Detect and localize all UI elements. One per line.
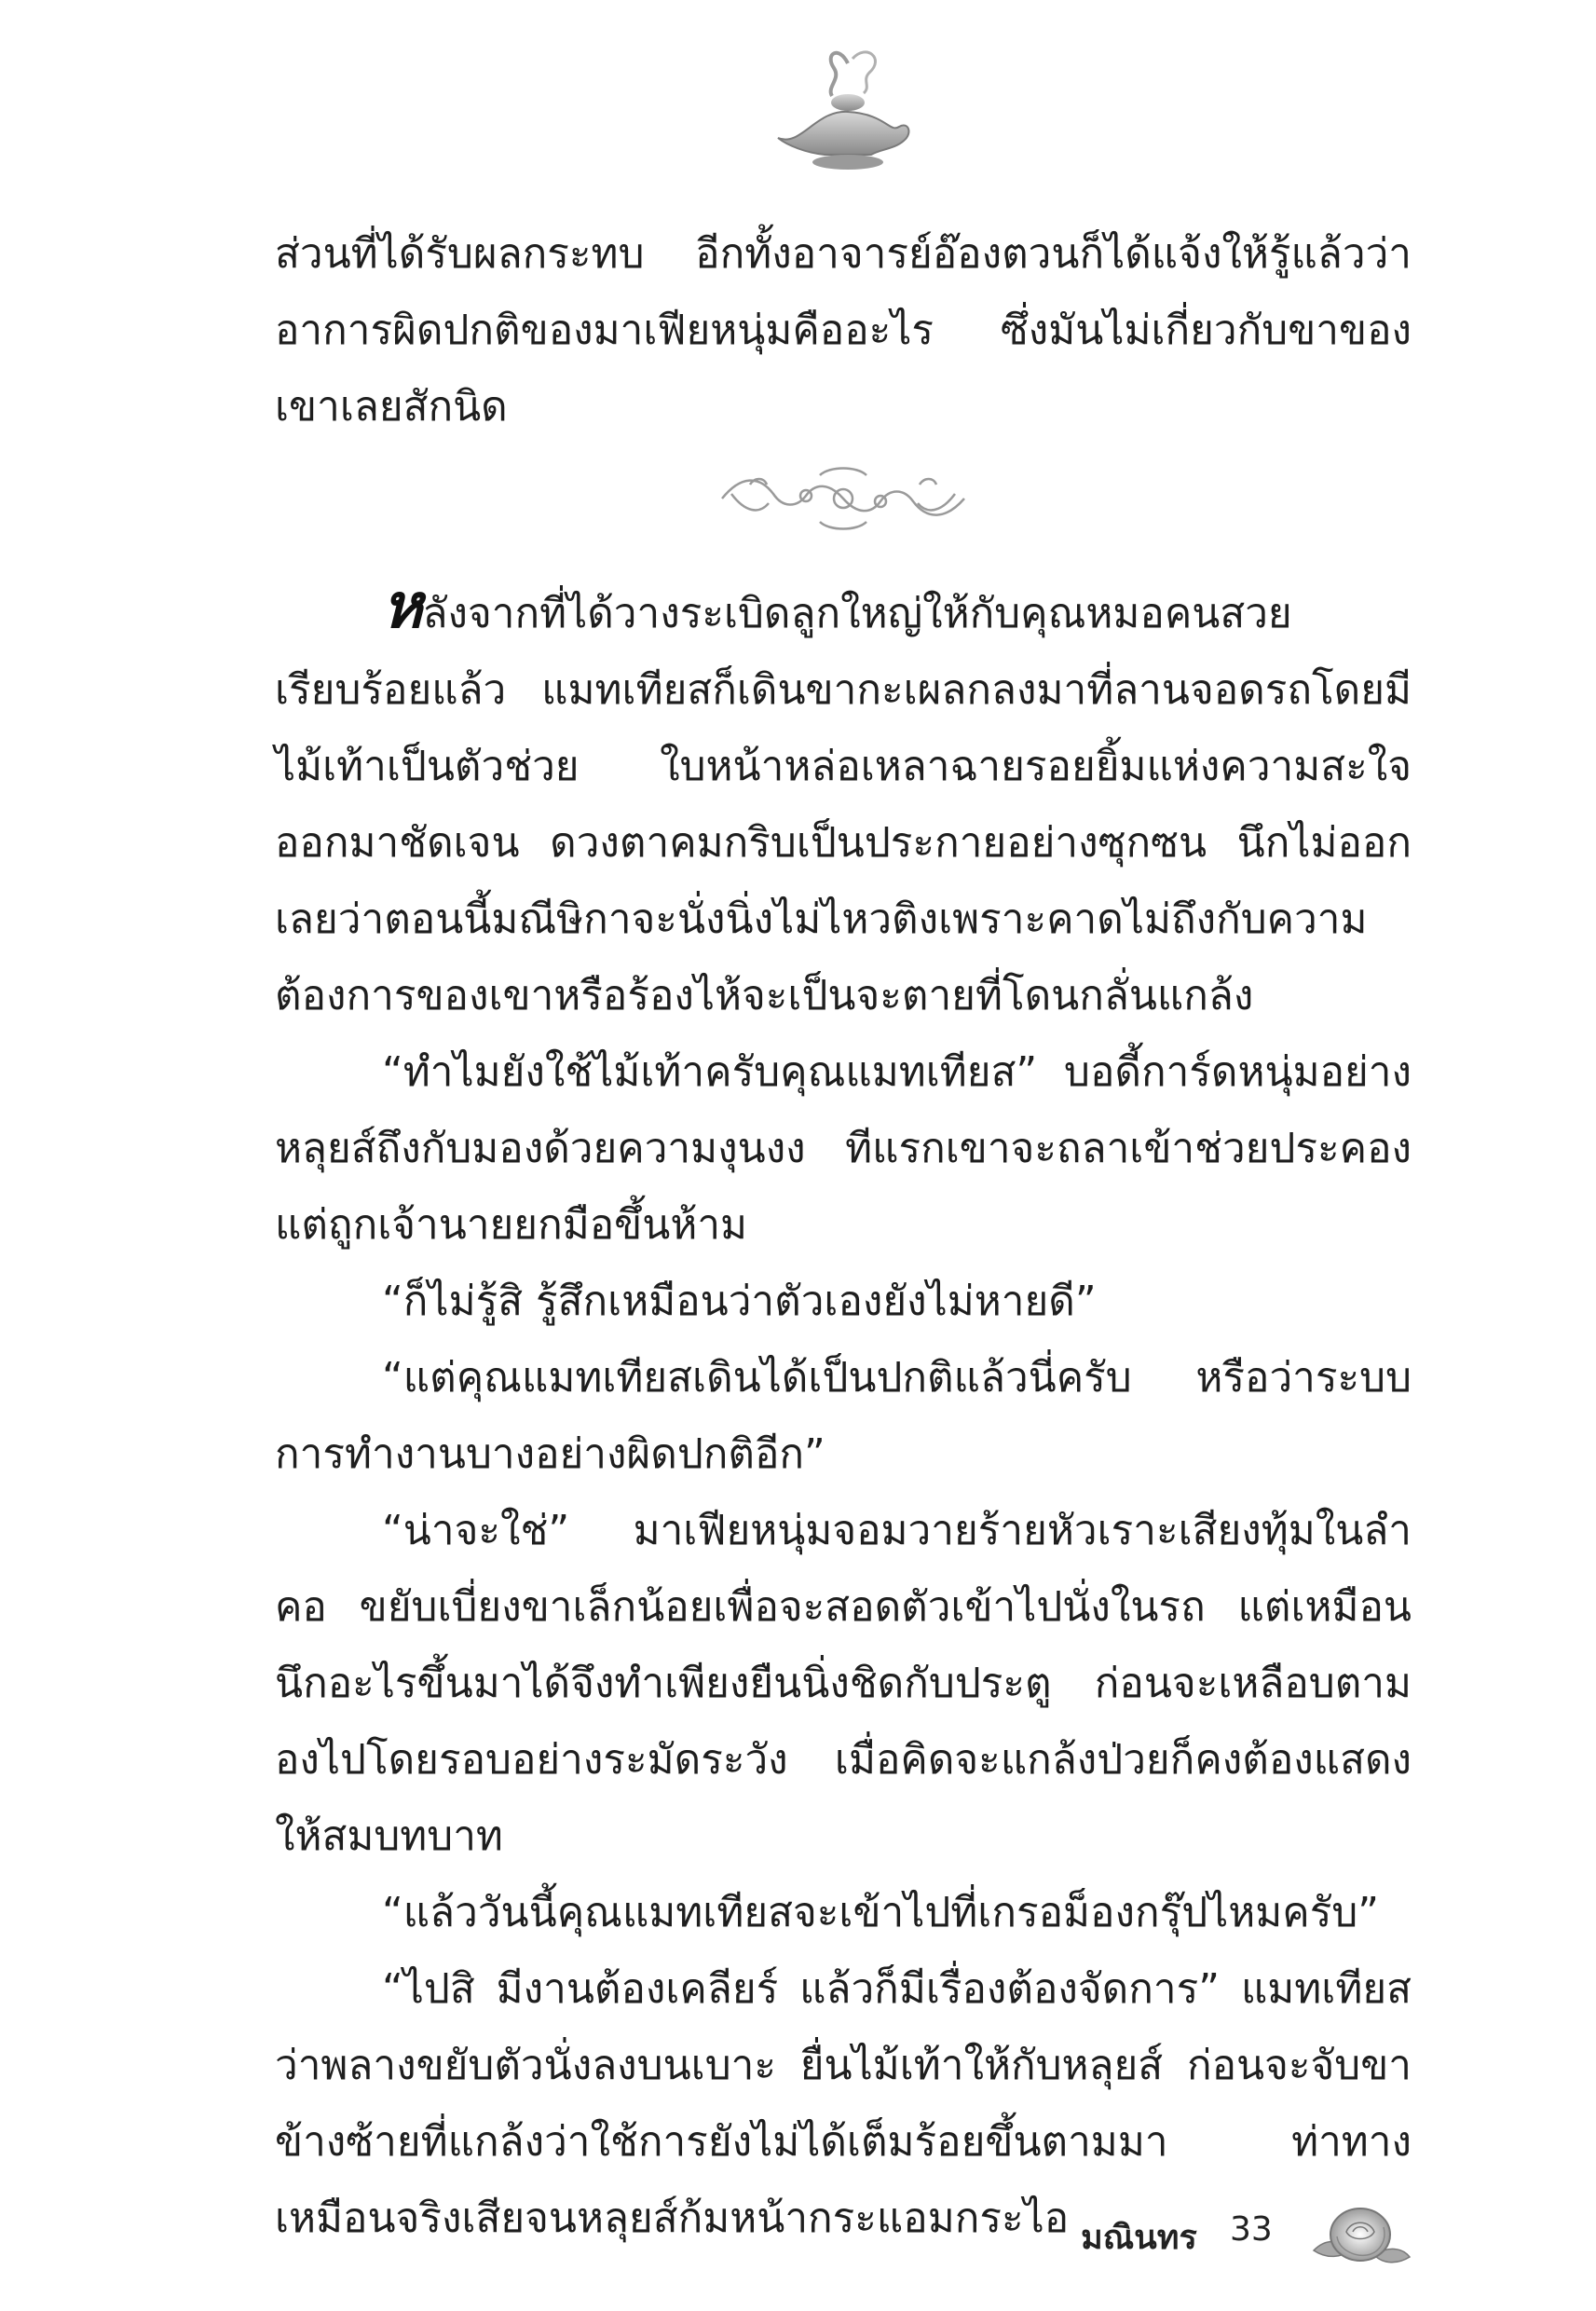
paragraph: “แล้ววันนี้คุณแมทเทียสจะเข้าไปที่เกรอม็องกรุ๊ปไหมครับ”: [382, 1889, 1380, 1936]
ornamental-divider-icon: [703, 457, 983, 540]
first-paragraph-text: ลังจากที่ได้วางระเบิดลูกใหญ่ให้กับคุณหมอคนสวยเรียบร้อยแล้ว แมทเทียสก็เดินขากะเผลกลงมาที่ลานจอดรถโดยมีไม้เท้าเป็นตัวช่วย ใบหน้าหล่อเหลาฉายรอยยิ้มแห่งความสะใจออกมาชัดเจน ดวงตาคมกริบเป็นประกายอย่างซุกซน นึกไม่ออกเลยว่าตอนนี้มณีษิกาจะนั่งนิ่งไม่ไหวติงเพราะคาดไม่ถึงกับความต้องการของเขาหรือร้องไห้จะเป็นจะตายที่โดนกลั่นแกล้ง: [275, 590, 1412, 1019]
author-name: มณินทร: [1081, 2219, 1197, 2257]
paragraph: “ทำไมยังใช้ไม้เท้าครับคุณแมทเทียส” บอดี้การ์ดหนุ่มอย่างหลุยส์ถึงกับมองด้วยความงุนงง ทีแรกเขาจะถลาเข้าช่วยประคองแต่ถูกเจ้านายยกมือขึ้นห้าม: [275, 1048, 1412, 1249]
paragraph: “แต่คุณแมทเทียสเดินได้เป็นปกติแล้วนี่ครับ หรือว่าระบบการทำงานบางอย่างผิดปกติอีก”: [275, 1354, 1412, 1478]
paragraph: “ไปสิ มีงานต้องเคลียร์ แล้วก็มีเรื่องต้องจัดการ” แมทเทียสว่าพลางขยับตัวนั่งลงบนเบาะ ยื่นไม้เท้าให้กับหลุยส์ ก่อนจะจับขาข้างซ้ายที่แกล้งว่าใช้การยังไม่ได้เต็มร้อยขึ้นตามมา ท่าทางเหมือนจริงเสียจนหลุยส์ก้มหน้ากระแอมกระไอ: [275, 1965, 1412, 2242]
page-footer: [1062, 2199, 1453, 2274]
page-number: 33: [1230, 2210, 1273, 2249]
top-paragraph-block: [275, 216, 1412, 445]
rose-icon: [1309, 2199, 1412, 2274]
paragraph: “น่าจะใช่” มาเฟียหนุ่มจอมวายร้ายหัวเราะเสียงทุ้มในลำคอ ขยับเบี่ยงขาเล็กน้อยเพื่อจะสอดตัวเข้าไปนั่งในรถ แต่เหมือนนึกอะไรขึ้นมาได้จึงทำเพียงยืนนิ่งชิดกับประตู ก่อนจะเหลือบตามองไปโดยรอบอย่างระมัดระวัง เมื่อคิดจะแกล้งป่วยก็คงต้องแสดงให้สมบทบาท: [275, 1507, 1412, 1860]
drop-cap: ห: [382, 569, 423, 642]
genie-lamp-icon: [759, 45, 918, 175]
top-paragraph: ส่วนที่ได้รับผลกระทบ อีกทั้งอาจารย์อ๊องตวนก็ได้แจ้งให้รู้แล้วว่าอาการผิดปกติของมาเฟียหนุ่มคืออะไร ซึ่งมันไม่เกี่ยวกับขาของเขาเลยสักนิด: [275, 230, 1412, 431]
main-text-block: [275, 569, 1412, 2257]
first-paragraph: [275, 569, 1412, 1034]
paragraph: “ก็ไม่รู้สิ รู้สึกเหมือนว่าตัวเองยังไม่หายดี”: [382, 1278, 1097, 1325]
